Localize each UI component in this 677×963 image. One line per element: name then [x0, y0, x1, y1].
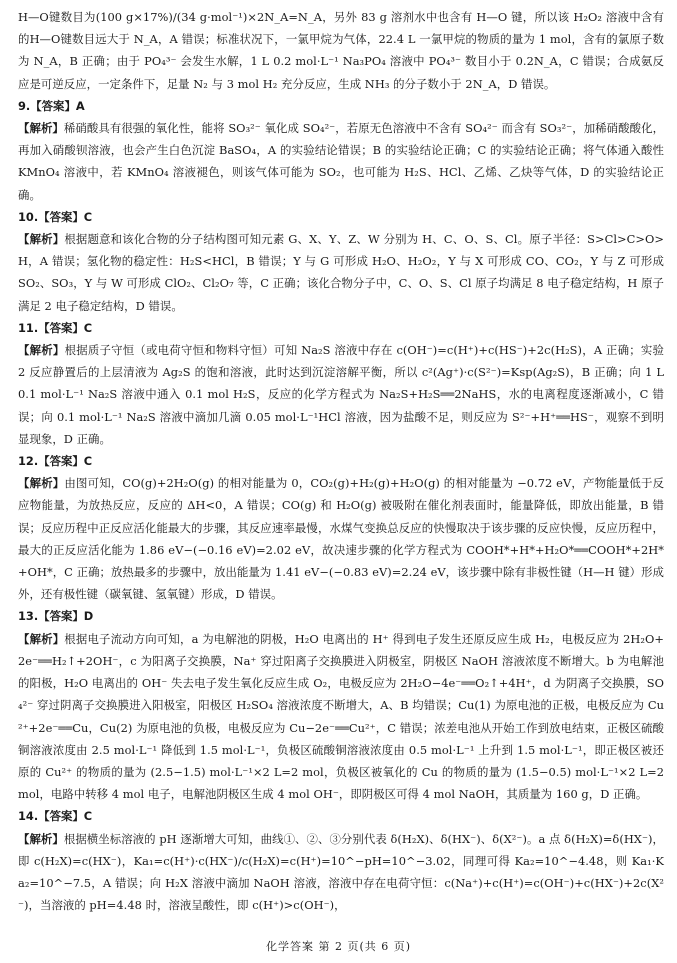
analysis-11 [18, 339, 664, 450]
q12-analysis-label: 【解析】 [18, 476, 65, 491]
q9-analysis-label: 【解析】 [18, 121, 64, 136]
q10-answer: C [83, 209, 93, 224]
q11-analysis-text: 根据质子守恒（或电荷守恒和物料守恒）可知 Na₂S 溶液中存在 c(OH⁻)=c(H⁺)+c(HS⁻)+2c(H₂S)，A 正确；实验 2 反应静置后的上层清液为 Ag₂S 的饱和溶液，此时达到沉淀溶解平衡，所以 c²(Ag⁺)·c(S²⁻)=Ksp(Ag₂S)，B 正确；向 1 L 0.1 mol·L⁻¹ Na₂S 溶液中通入 0.1 mol H₂S，反应的化学方程式为 Na₂S+H₂S══2NaHS，水的电离程度逐渐减小，C 错误；向 0.1 mol·L⁻¹ Na₂S 溶液中滴加几滴 0.05 mol·L⁻¹HCl 溶液，因为盐酸不足，则反应为 S²⁻+H⁺══HS⁻，观察不到明显现象，D 正确。 [18, 343, 665, 446]
q13-answer-label: 【答案】 [38, 609, 84, 624]
answer-14 [18, 805, 664, 827]
q13-analysis-label: 【解析】 [18, 631, 65, 646]
q11-answer-label: 【答案】 [38, 320, 84, 335]
p8-text: H—O键数目为(100 g×17%)/(34 g·mol⁻¹)×2N_A=N_A，另外 83 g 溶剂水中也含有 H—O 键，所以该 H₂O₂ 溶液中含有的H—O键数目远大于 N_A，A 错误；标准状况下，一氯甲烷为气体，22.4 L 一氯甲烷的物质的量为 1 mol，含有的氯原子数为 N_A，B 正确；由于 PO₄³⁻ 会发生水解，1 L 0.2 mol·L⁻¹ Na₃PO₄ 溶液中 PO₄³⁻ 数目小于 0.2N_A，C 错误；合成氨反应是可逆反应，一定条件下，足量 N₂ 与 3 mol H₂ 充分反应，生成 NH₃ 的分子数小于 2N_A，D 错误。 [18, 10, 664, 91]
q12-number: 12. [18, 454, 39, 469]
analysis-13 [18, 628, 664, 806]
q10-analysis-label: 【解析】 [18, 232, 65, 247]
analysis-10 [18, 228, 664, 317]
answer-11 [18, 317, 664, 339]
q11-answer: C [83, 320, 93, 335]
page-footer: 化学答案 第 2 页(共 6 页) [265, 940, 412, 953]
q10-number: 10. [18, 209, 39, 224]
q14-answer-label: 【答案】 [38, 809, 84, 824]
analysis-9 [18, 117, 664, 206]
q13-number: 13. [18, 609, 39, 624]
analysis-12 [18, 472, 664, 605]
answer-13 [18, 605, 664, 627]
q14-analysis-label: 【解析】 [18, 831, 64, 846]
answer-12 [18, 450, 664, 472]
q14-analysis-text: 根据横坐标溶液的 pH 逐渐增大可知，曲线①、②、③分别代表 δ(H₂X)、δ(HX⁻)、δ(X²⁻)。a 点 δ(H₂X)=δ(HX⁻)，即 c(H₂X)=c(HX⁻)，Ka₁=c(H⁺)·c(HX⁻)/c(H₂X)=c(H⁺)=10^−pH=10^−3.02，同理可得 Ka₂=10^−4.48，则 Ka₁·Ka₂=10^−7.5，A 错误；向 H₂X 溶液中滴加 NaOH 溶液，溶液中存在电荷守恒：c(Na⁺)+c(H⁺)=c(OH⁻)+c(HX⁻)+2c(X²⁻)，当溶液的 pH=4.48 时，溶液呈酸性，即 c(H⁺)>c(OH⁻)， [18, 831, 664, 913]
paragraph-8-continued [18, 6, 664, 95]
q11-number: 11. [18, 320, 39, 335]
answer-10 [18, 206, 664, 228]
q11-analysis-label: 【解析】 [18, 343, 65, 358]
q12-analysis-text: 由图可知，CO(g)+2H₂O(g) 的相对能量为 0，CO₂(g)+H₂(g)+H₂O(g) 的相对能量为 −0.72 eV，产物能量低于反应物能量，为放热反应，反应的 ΔH<0，A 错误；CO(g) 和 H₂O(g) 被吸附在催化剂表面时，能量降低，即放出能量，B 错误；反应历程中正反应活化能最大的步骤，其反应速率最慢，水煤气变换总反应的快慢取决于该步骤的反应快慢，反应历程中，最大的正反应活化能为 1.86 eV−(−0.16 eV)=2.02 eV，故决速步骤的化学方程式为 COOH*+H*+H₂O*══COOH*+2H*+OH*，C 正确；放热最多的步骤中，放出能量为 1.41 eV−(−0.83 eV)=2.24 eV，该步骤中除有非极性键（H—H 键）形成外，还有极性键（碳氧键、氢氧键）形成，D 错误。 [18, 476, 665, 602]
q14-answer: C [83, 809, 93, 824]
page-content [18, 6, 664, 916]
answer-9 [18, 95, 664, 117]
q9-number: 9. [18, 98, 31, 113]
q10-analysis-text: 根据题意和该化合物的分子结构图可知元素 G、X、Y、Z、W 分别为 H、C、O、S、Cl。原子半径：S>Cl>C>O>H，A 错误；氢化物的稳定性：H₂S<HCl，B 错误；Y 与 G 可形成 H₂O、H₂O₂，Y 与 X 可形成 CO、CO₂，Y 与 Z 可形成 SO₂、SO₃，Y 与 W 可形成 ClO₂、Cl₂O₇ 等，C 正确；该化合物分子中，C、O、S、Cl 原子均满足 8 电子稳定结构，H 原子满足 2 电子稳定结构，D 错误。 [18, 232, 664, 313]
q9-answer-label: 【答案】 [30, 98, 76, 113]
q13-answer: D [83, 609, 94, 624]
q12-answer-label: 【答案】 [38, 454, 84, 469]
q13-analysis-text: 根据电子流动方向可知，a 为电解池的阴极，H₂O 电离出的 H⁺ 得到电子发生还原反应生成 H₂，电极反应为 2H₂O+2e⁻══H₂↑+2OH⁻，c 为阳离子交换膜，Na⁺ 穿过阳离子交换膜进入阴极室，阴极区 NaOH 溶液浓度不断增大。b 为电解池的阳极，H₂O 电离出的 OH⁻ 失去电子发生氧化反应生成 O₂，电极反应为 2H₂O−4e⁻══O₂↑+4H⁺，d 为阴离子交换膜，SO₄²⁻ 穿过阴离子交换膜进入阳极室，阳极区 H₂SO₄ 溶液浓度不断增大，A、B 均错误；Cu(1) 为原电池的正极，电极反应为 Cu²⁺+2e⁻══Cu，Cu(2) 为原电池的负极，电极反应为 Cu−2e⁻══Cu²⁺，C 错误；浓差电池从开始工作到放电结束，正极区硫酸铜溶液浓度由 2.5 mol·L⁻¹ 降低到 1.5 mol·L⁻¹，负极区硫酸铜溶液浓度由 0.5 mol·L⁻¹ 上升到 1.5 mol·L⁻¹，即正极区被还原的 Cu²⁺ 的物质的量为 (2.5−1.5) mol·L⁻¹×2 L=2 mol，负极区被氧化的 Cu 的物质的量为 (1.5−0.5) mol·L⁻¹×2 L=2 mol，电路中转移 4 mol 电子，电解池阴极区生成 4 mol OH⁻，即阴极区可得 4 mol NaOH，其质量为 160 g，D 正确。 [18, 631, 665, 802]
q14-number: 14. [18, 809, 39, 824]
analysis-14 [18, 828, 664, 917]
q9-answer: A [75, 98, 85, 113]
q12-answer: C [83, 454, 93, 469]
q9-analysis-text: 稀硝酸具有很强的氧化性，能将 SO₃²⁻ 氧化成 SO₄²⁻，若原无色溶液中不含有 SO₄²⁻ 而含有 SO₃²⁻，加稀硝酸酸化，再加入硝酸钡溶液，也会产生白色沉淀 BaSO₄，A 的实验结论错误；B 的实验结论正确；C 的实验结论正确；将气体通入酸性 KMnO₄ 溶液中，若 KMnO₄ 溶液褪色，则该气体可能为 SO₂，也可能为 H₂S、HCl、乙烯、乙炔等气体，D 的实验结论正确。 [18, 121, 665, 202]
q10-answer-label: 【答案】 [38, 209, 84, 224]
